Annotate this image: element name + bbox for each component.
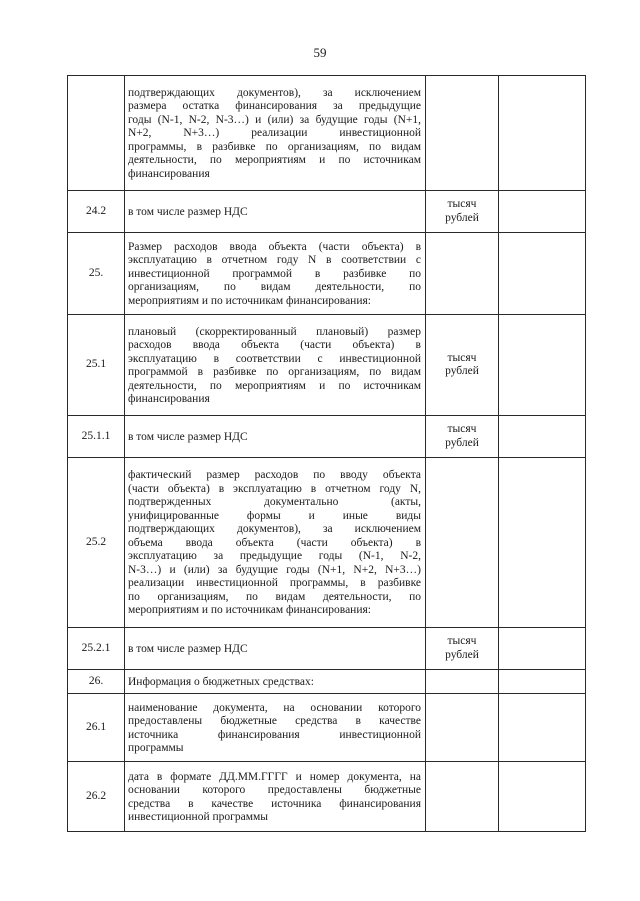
description-line: в том числе размер НДС — [128, 205, 248, 218]
unit-cell — [426, 416, 499, 458]
unit-line: рублей — [445, 211, 479, 224]
value-cell — [499, 628, 586, 670]
unit-cell — [426, 670, 499, 694]
description-line: размера остатка финансирования за предыдущие — [128, 100, 421, 113]
value-cell — [499, 694, 586, 762]
unit-line: рублей — [445, 436, 479, 449]
row-number: 25.2.1 — [68, 628, 125, 670]
table-row — [68, 416, 586, 458]
description-line: дата в формате ДД.ММ.ГГГГ и номер документа, на — [128, 770, 421, 783]
description-line: эксплуатацию в соответствии с инвестиционной — [128, 352, 421, 365]
description-line: реализации инвестиционной программы, в разбивке — [128, 577, 421, 590]
description-line: источника финансирования инвестиционной — [128, 728, 421, 741]
description-line: средства в качестве источника финансирования — [128, 797, 421, 810]
document-table — [67, 75, 586, 832]
table-row — [68, 762, 586, 832]
description-line: программы — [128, 742, 184, 754]
description-line: N+2, N+3…) реализации инвестиционной — [128, 127, 421, 140]
value-cell — [499, 762, 586, 832]
table-row — [68, 315, 586, 416]
description-line: инвестиционной программой в разбивке по — [128, 267, 421, 280]
description-line: наименование документа, на основании которого — [128, 701, 421, 714]
row-number: 25. — [68, 233, 125, 315]
unit-line: тысяч — [447, 351, 477, 364]
unit-line: тысяч — [447, 198, 477, 210]
row-number: 25.1 — [68, 315, 125, 416]
description-line: фактический размер расходов по вводу объекта — [128, 469, 421, 482]
row-description — [125, 233, 426, 315]
row-description — [125, 416, 426, 458]
row-number: 25.1.1 — [68, 416, 125, 458]
description-line: объема ввода объекта (части объекта) в — [128, 536, 421, 549]
description-line: в том числе размер НДС — [128, 430, 248, 443]
row-description — [125, 191, 426, 233]
description-line: предоставлены бюджетные средства в качестве — [128, 715, 421, 727]
description-line: по организациям, по видам деятельности, по — [128, 590, 421, 603]
description-line: эксплуатацию в отчетном году N в соответствии с — [128, 254, 421, 267]
description-line: Размер расходов ввода объекта (части объекта) в — [128, 240, 421, 253]
row-number: 25.2 — [68, 458, 125, 628]
row-description — [125, 458, 426, 628]
row-description — [125, 694, 426, 762]
value-cell — [499, 416, 586, 458]
unit-line: тысяч — [447, 423, 477, 435]
unit-cell — [426, 458, 499, 628]
description-line: N-3…) и (или) за будущие годы (N+1, N+2, N+3…) — [128, 563, 421, 576]
table-row — [68, 76, 586, 191]
table-row — [68, 191, 586, 233]
description-line: подтверждающих документов), за исключением — [128, 86, 421, 99]
table-row — [68, 233, 586, 315]
description-line: подтвержденных документально (акты, — [128, 496, 421, 509]
row-number — [68, 76, 125, 191]
description-line: в том числе размер НДС — [128, 642, 248, 655]
unit-line: тысяч — [447, 635, 477, 647]
unit-cell — [426, 315, 499, 416]
description-line: эксплуатацию за предыдущие годы (N-1, N-2, — [128, 550, 421, 563]
table-row — [68, 628, 586, 670]
description-line: основании которого предоставлены бюджетные — [128, 784, 421, 796]
description-line: Информация о бюджетных средствах: — [128, 675, 314, 688]
unit-cell — [426, 694, 499, 762]
unit-cell — [426, 233, 499, 315]
description-line: программой в разбивке по организациям, по видам — [128, 366, 421, 378]
description-line: годы (N-1, N-2, N-3…) и (или) за будущие годы (N+1, — [128, 113, 421, 126]
description-line: мероприятиям и по источникам финансирования: — [128, 604, 371, 617]
description-line: инвестиционной программы — [128, 811, 268, 823]
row-description — [125, 762, 426, 832]
description-line: подтверждающих документов), за исключением — [128, 523, 421, 536]
description-line: программы, в разбивке по организациям, по видам — [128, 140, 421, 153]
row-description — [125, 670, 426, 694]
unit-cell — [426, 76, 499, 191]
value-cell — [499, 76, 586, 191]
description-line: финансирования — [128, 167, 210, 180]
table-row — [68, 694, 586, 762]
unit-line: рублей — [445, 648, 479, 661]
table-row — [68, 670, 586, 694]
row-number: 26.1 — [68, 694, 125, 762]
description-line: деятельности, по мероприятиям и по источникам — [128, 379, 421, 392]
description-line: плановый (скорректированный плановый) размер — [128, 325, 421, 338]
unit-line: рублей — [445, 365, 479, 377]
page-number: 59 — [313, 45, 327, 60]
table-row — [68, 458, 586, 628]
description-line: организациям, по видам деятельности, по — [128, 281, 421, 294]
row-description — [125, 315, 426, 416]
row-number: 24.2 — [68, 191, 125, 233]
description-line: деятельности, по мероприятиям и по источникам — [128, 154, 421, 167]
description-line: (части объекта) в эксплуатацию в отчетном году N, — [128, 482, 421, 495]
value-cell — [499, 458, 586, 628]
row-description — [125, 76, 426, 191]
value-cell — [499, 315, 586, 416]
value-cell — [499, 233, 586, 315]
row-description — [125, 628, 426, 670]
unit-cell — [426, 628, 499, 670]
row-number: 26. — [68, 670, 125, 694]
value-cell — [499, 670, 586, 694]
description-line: финансирования — [128, 393, 210, 405]
description-line: унифицированные формы и иные виды — [128, 509, 421, 522]
description-line: мероприятиям и по источникам финансирования: — [128, 294, 371, 307]
row-number: 26.2 — [68, 762, 125, 832]
value-cell — [499, 191, 586, 233]
unit-cell — [426, 762, 499, 832]
unit-cell — [426, 191, 499, 233]
description-line: расходов ввода объекта (части объекта) в — [128, 339, 421, 351]
